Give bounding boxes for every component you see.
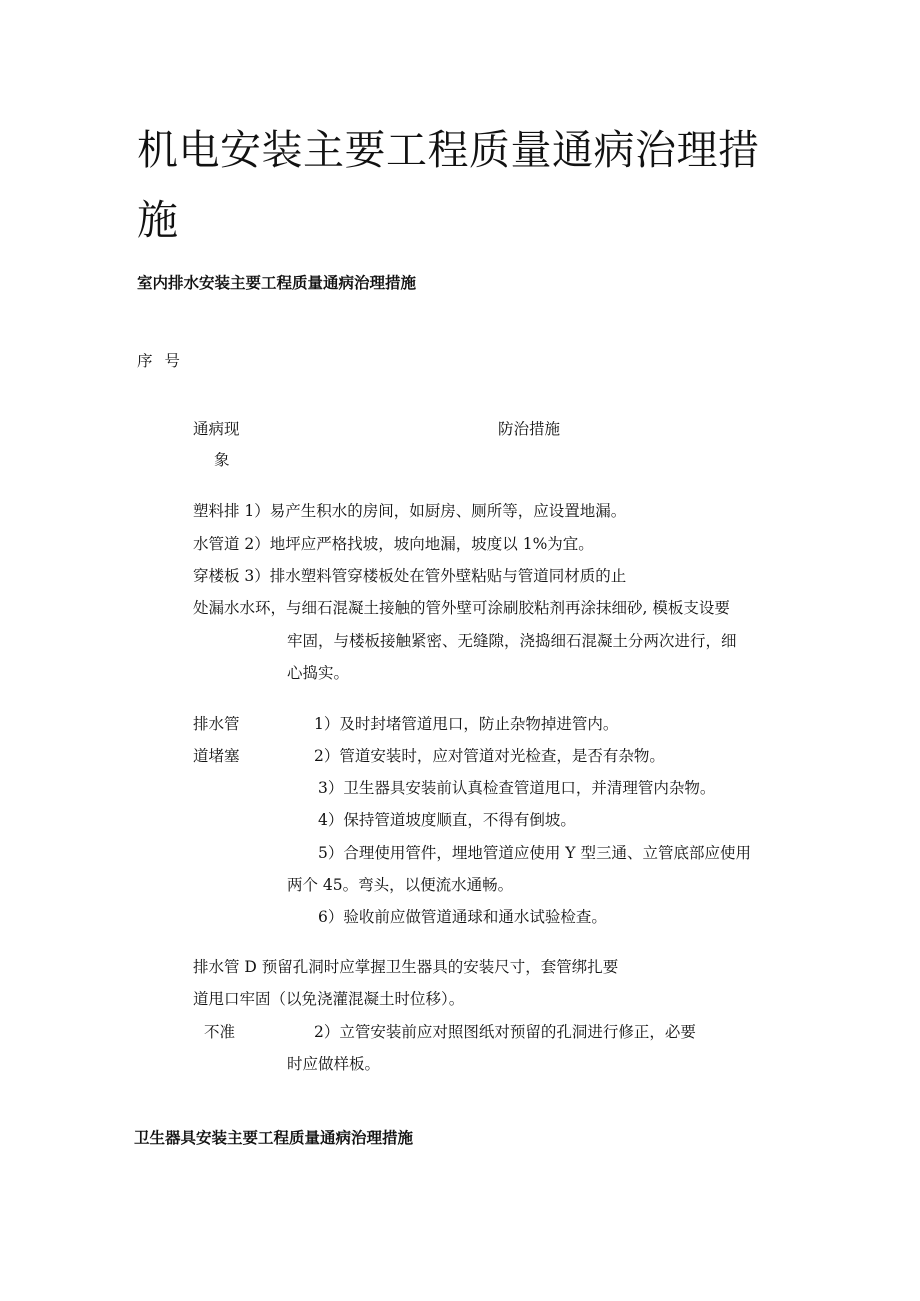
document-title-line2: 施 [137,196,179,244]
block1-line2: 水管道 2）地坪应严格找坡，坡向地漏，坡度以 1%为宜。 [193,535,594,553]
block2-phenomenon-line1: 排水管 [193,715,240,733]
block2-measure-4: 4）保持管道坡度顺直，不得有倒坡。 [318,811,576,829]
header-measures: 防治措施 [498,420,561,438]
header-phenomenon-line2: 象 [214,451,230,469]
block3-measure-2: 2）立管安装前应对照图纸对预留的孔洞进行修正，必要 [314,1023,696,1041]
block2-measure-1: 1）及时封堵管道甩口，防止杂物掉进管内。 [314,715,619,733]
block1-line4: 处漏水水环，与细石混凝土接触的管外壁可涂刷胶粘剂再涂抹细砂, 模板支设要 [193,599,730,617]
header-phenomenon-line1: 通病现 [193,420,240,438]
block2-measure-2: 2）管道安装时，应对管道对光检查，是否有杂物。 [314,747,665,765]
block2-measure-3: 3）卫生器具安装前认真检查管道甩口，并清理管内杂物。 [318,779,716,797]
block3-line2: 道甩口牢固（以免浇灌混凝土时位移）。 [193,990,465,1008]
section-heading-drainage: 室内排水安装主要工程质量通病治理措施 [137,274,417,292]
block1-line6: 心捣实。 [287,664,350,682]
block2-measure-5: 5）合理使用管件，埋地管道应使用 Y 型三通、立管底部应使用 [318,844,751,862]
block2-measure-6: 6）验收前应做管道通球和通水试验检查。 [318,908,607,926]
block1-line5: 牢固，与楼板接触紧密、无缝隙，浇捣细石混凝土分两次进行，细 [287,632,737,650]
header-seq-number: 序号 [137,352,193,370]
block3-measure-2-cont: 时应做样板。 [287,1055,381,1073]
block3-line1: 排水管 D 预留孔洞时应掌握卫生器具的安装尺寸，套管绑扎要 [193,958,619,976]
block2-phenomenon-line2: 道堵塞 [193,747,240,765]
block2-measure-5-cont: 两个 45。弯头，以便流水通畅。 [287,876,514,894]
block1-line1: 塑料排 1）易产生积水的房间，如厨房、厕所等，应设置地漏。 [193,502,627,520]
block1-line3: 穿楼板 3）排水塑料管穿楼板处在管外壁粘贴与管道同材质的止 [193,567,627,585]
block3-phenomenon: 不准 [204,1023,236,1041]
document-title-line1: 机电安装主要工程质量通病治理措 [137,126,760,174]
section-heading-sanitary: 卫生器具安装主要工程质量通病治理措施 [134,1129,414,1147]
